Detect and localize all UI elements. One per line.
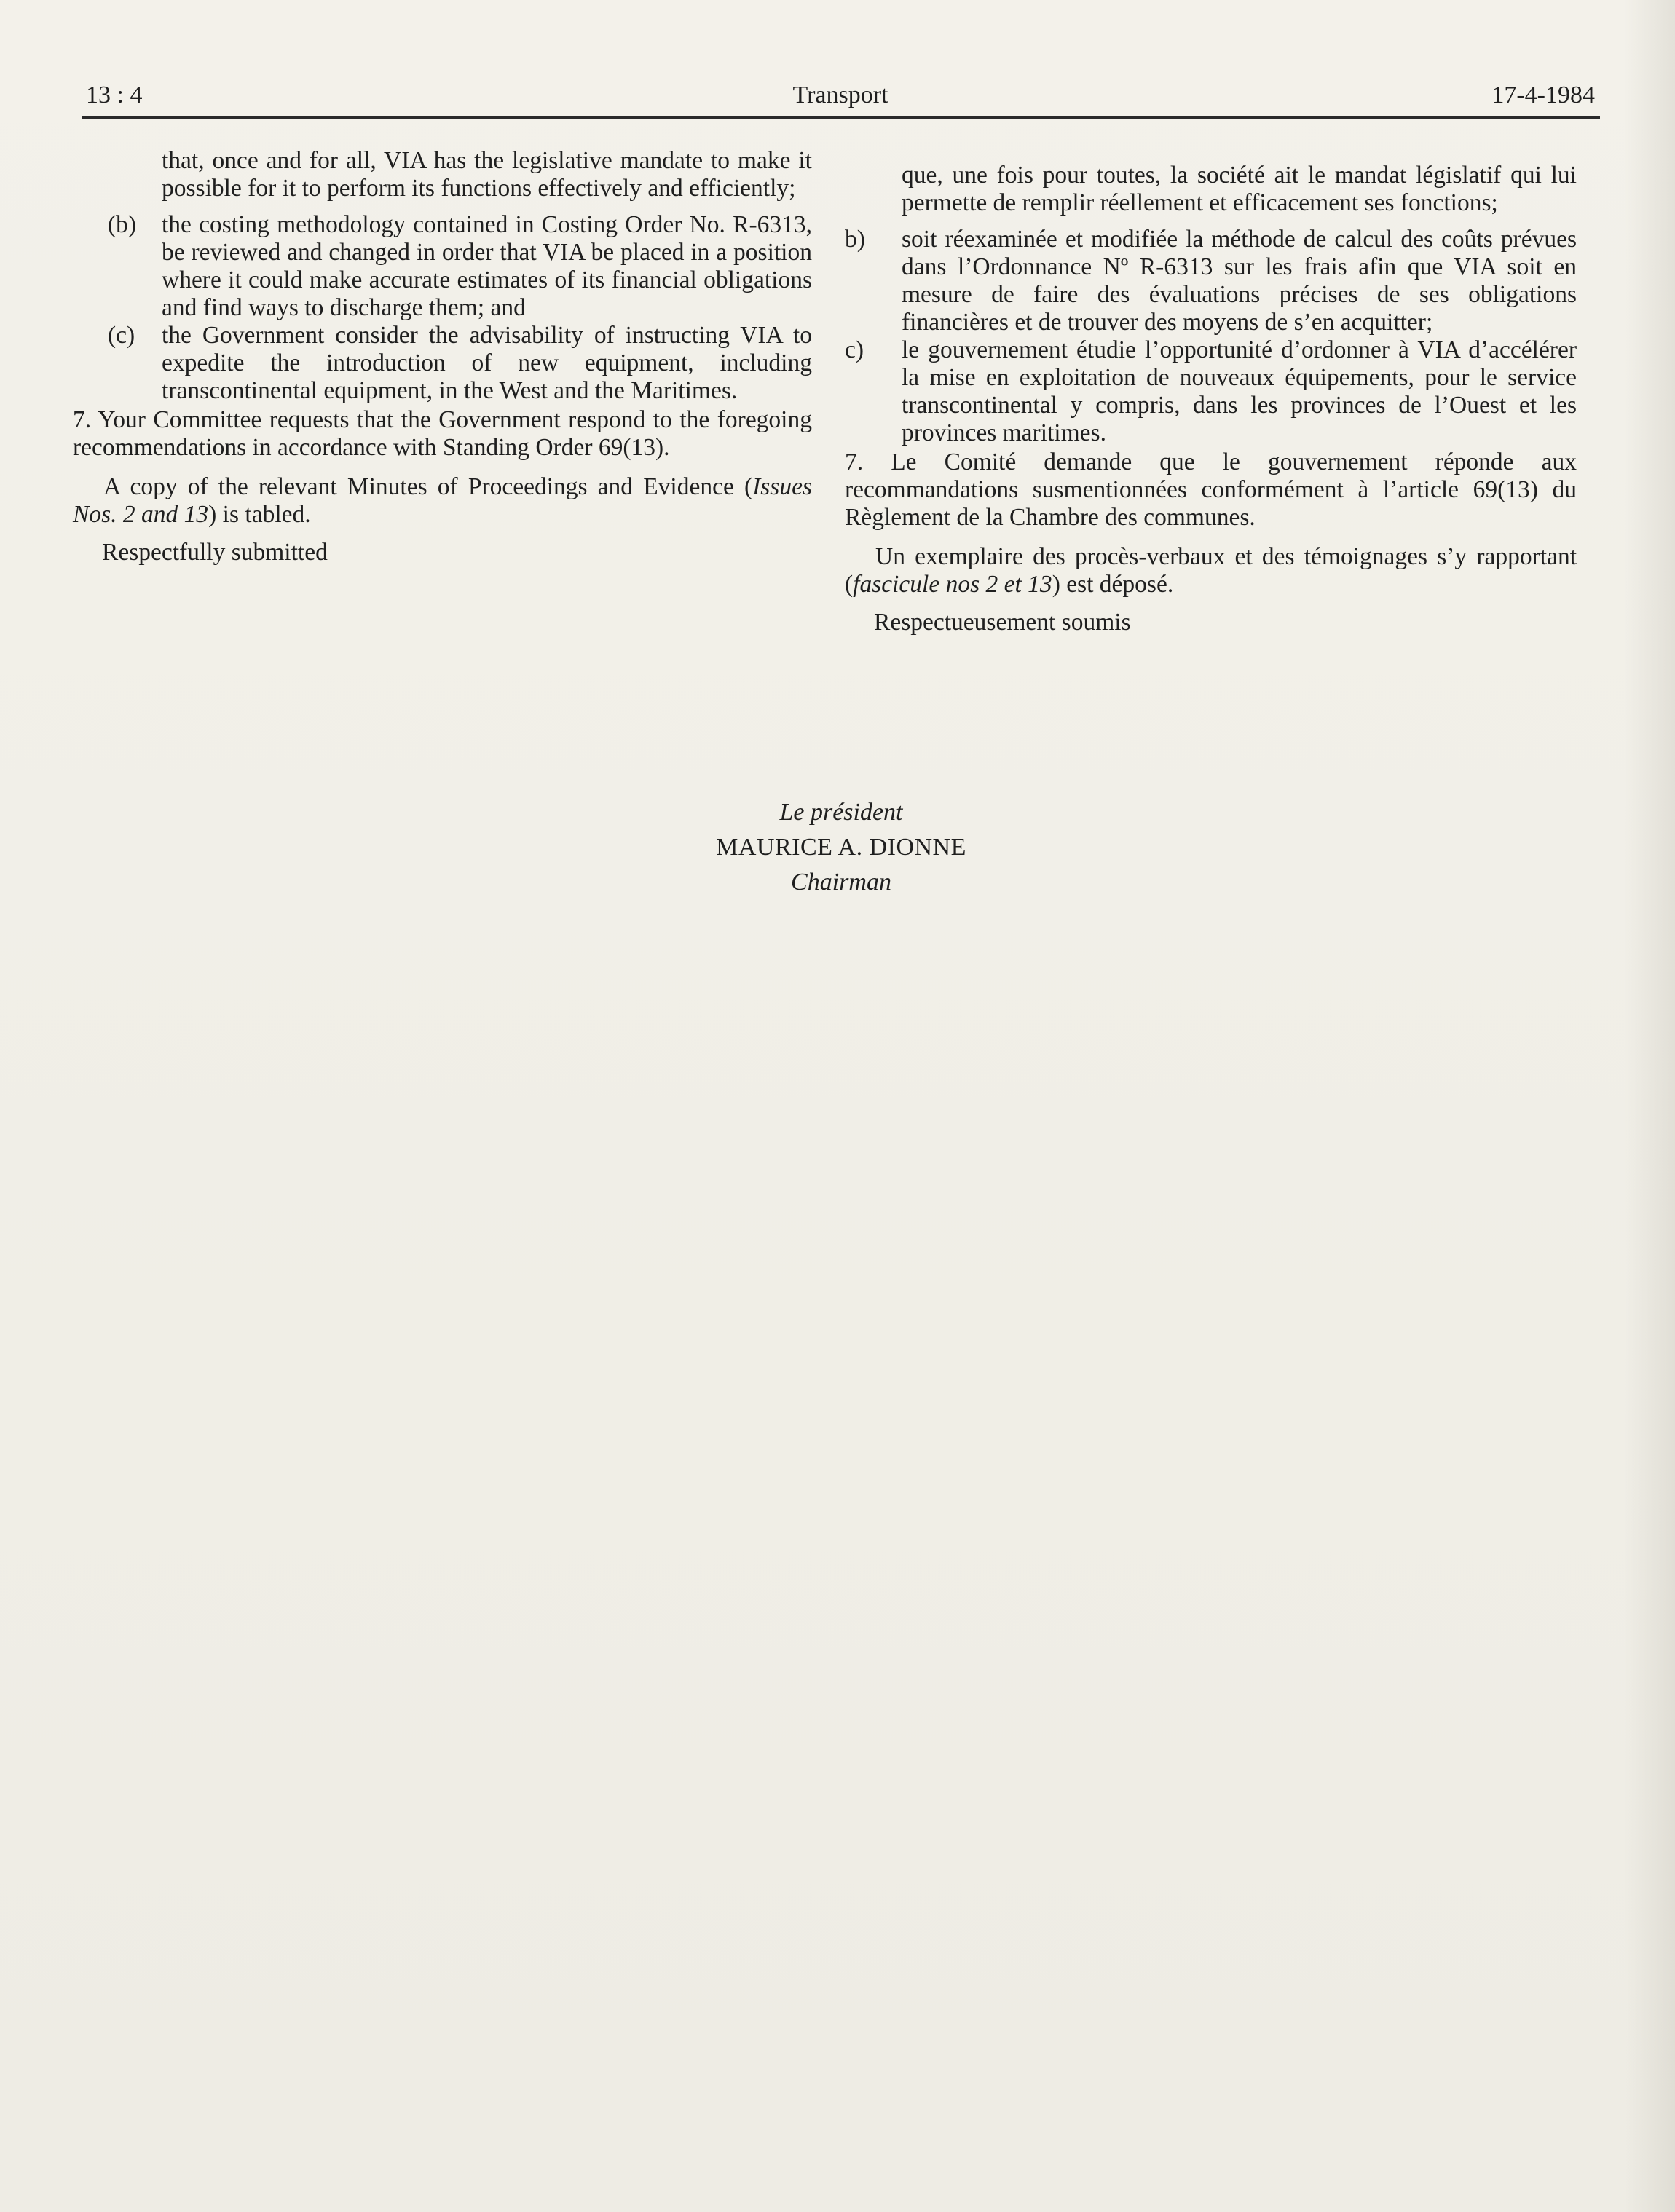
page-edge-shadow [1624,0,1675,2212]
page-header [86,82,1595,114]
english-column [73,147,812,566]
english-item-c [73,322,812,405]
running-title: Transport [792,82,888,108]
french-copy-suffix: ) est déposé. [1052,571,1174,598]
english-copy-issues: Issues Nos. 2 and 13 [73,473,812,528]
page-reference: 13 : 4 [86,82,143,108]
english-item-b-label: (b) [108,211,137,238]
french-item-c-label: c) [845,336,864,363]
signature-block [612,795,1071,900]
french-copy-issues: fascicule nos 2 et 13 [853,571,1052,598]
french-column [845,162,1577,636]
header-rule [82,116,1600,119]
french-closing: Respectueusement soumis [874,609,1131,636]
english-copy-prefix: A copy of the relevant Minutes of Proceedings and Evidence ( [103,473,753,500]
french-paragraph-7: 7. Le Comité demande que le gouvernement réponde aux recommandations susmentionnées conformément à l’article 69(13) du Règlement de la Chambre des communes. [845,449,1577,531]
english-closing: Respectfully submitted [102,539,328,566]
french-intro: que, une fois pour toutes, la société ait le mandat législatif qui lui permette de remplir réellement et efficacement ses fonctions; [902,162,1577,216]
english-paragraph-7: 7. Your Committee requests that the Government respond to the foregoing recommendations in accordance with Standing Order 69(13). [73,406,812,461]
french-copy-prefix: Un exemplaire des procès-verbaux et des témoignages s’y rapportant ( [845,543,1577,598]
english-copy-tabled [73,473,812,529]
signature-name: MAURICE A. DIONNE [716,834,966,861]
french-item-c-text: le gouvernement étudie l’opportunité d’ordonner à VIA d’accélérer la mise en exploitation de nouveaux équipements, pour le service transcontinental y compris, dans les provinces de l’Ouest et les provinces maritimes. [902,336,1577,446]
english-item-b-text: the costing methodology contained in Costing Order No. R-6313, be reviewed and changed in order that VIA be placed in a position where it could make accurate estimates of its financial obligations and find ways to discharge them; and [162,211,812,321]
signature-title-fr: Le président [779,799,903,826]
english-item-c-text: the Government consider the advisability of instructing VIA to expedite the introduction of new equipment, including transcontinental equipment, in the West and the Maritimes. [162,322,812,404]
french-copy-tabled [845,543,1577,599]
english-intro: that, once and for all, VIA has the legislative mandate to make it possible for it to perform its functions effectively and efficiently; [162,147,812,202]
french-item-b-text: soit réexaminée et modifiée la méthode de calcul des coûts prévues dans l’Ordonnance Nº R-6313 sur les frais afin que VIA soit en mesure de faire des évaluations précises de ses obligations financières et de trouver des moyens de s’en acquitter; [902,226,1577,336]
english-item-c-label: (c) [108,322,135,349]
signature-title-en: Chairman [791,869,891,896]
english-item-b [73,211,812,322]
english-copy-suffix: ) is tabled. [208,501,311,528]
show-through-left [66,837,797,1988]
header-date: 17-4-1984 [1491,82,1595,108]
french-item-b [845,226,1577,336]
french-item-c [845,336,1577,447]
french-item-b-label: b) [845,226,865,253]
